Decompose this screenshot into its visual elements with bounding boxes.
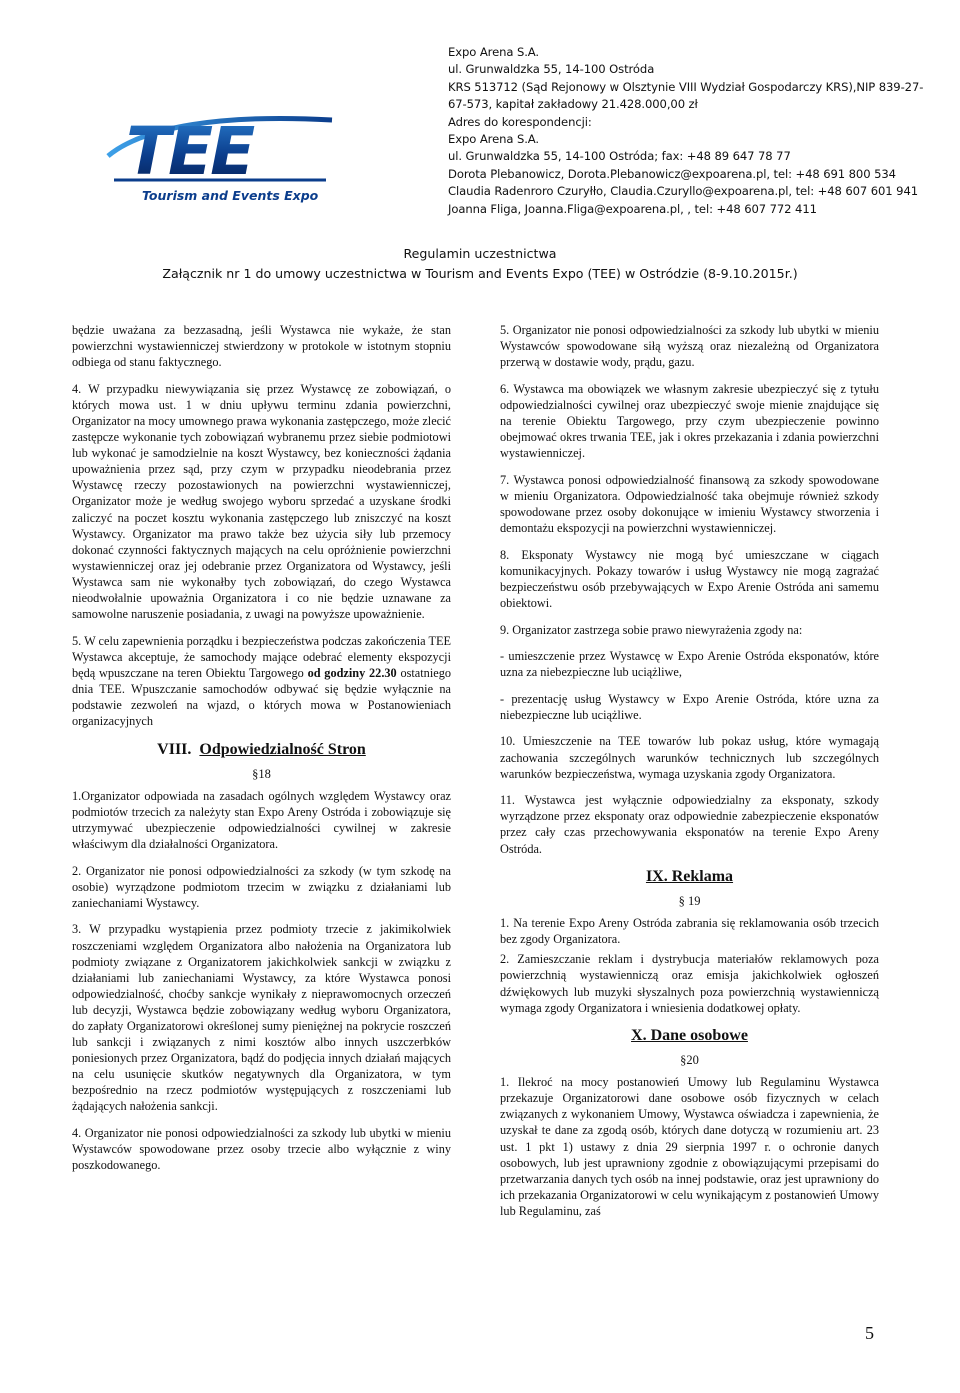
header-line: Joanna Fliga, Joanna.Fliga@expoarena.pl, , tel: +48 607 772 411 <box>448 201 817 216</box>
section-heading <box>500 1026 879 1046</box>
paragraph-number: §20 <box>680 1053 699 1068</box>
paragraph-text: ostatniego dnia TEE. Wpuszczanie samochodów odbywać się będzie wyłącznie na podstawie zezwoleń na wjazd, o których mowa w Postanowieniach organizacyjnych <box>72 665 451 729</box>
header-line: KRS 513712 (Sąd Rejonowy w Olsztynie VIII Wydział Gospodarczy KRS),NIP 839-27- <box>448 79 924 94</box>
paragraph <box>72 633 451 730</box>
logo-main-text: TEE <box>126 113 253 190</box>
paragraph: 2. Organizator nie ponosi odpowiedzialności za szkody (w tym szkodę na osobie) wyrządzone podmiotom trzecim w związku z działaniami lub zaniechaniami Wystawcy. <box>72 863 451 910</box>
bold-time: od godziny 22.30 <box>307 665 397 680</box>
document-title <box>0 244 960 284</box>
header-line: Adres do korespondencji: <box>448 114 592 129</box>
paragraph: 3. W przypadku wystąpienia przez podmioty trzecie z jakimikolwiek roszczeniami względem Organizatora albo nałożenia na Organizatora lub podmioty związane z Organizatorem jakichkolwiek sankcji w związku z działaniami lub zaniechaniami Wystawcy, za które Wystawca ponosi odpowiedzialność, choćby sankcje wynikały z nieprawomocnych orzeczeń lub decyzji, Wystawca będzie zobowiązany według wyboru Organizatora, do zapłaty Organizatorowi określonej sumy pieniężnej na pokrycie roszczeń lub sankcji i związanych z nimi kosztów albo innych uszczerbków poniesionych przez Organizatora, bądź do podjęcia innych działań mających na celu usunięcie skutków negatywnych dla Organizatora, w tym bezpośrednio na rzecz podmiotów występujących z roszczeniami lub żądających nałożenia sankcji. <box>72 922 451 1114</box>
paragraph: 10. Umieszczenie na TEE towarów lub pokaz usług, które wymagają zachowania szczególnych warunków technicznych lub szczególnych warunków bezpieczeństwa, wymaga uzyskania zgody Organizatora. <box>500 734 879 781</box>
section-title: IX. Reklama <box>645 868 734 886</box>
header-line: Expo Arena S.A. <box>448 45 539 59</box>
paragraph: 8. Eksponaty Wystawcy nie mogą być umieszczane w ciągach komunikacyjnych. Pokazy towarów i usług Wystawcy nie mogą zagrażać bezpieczeństwu osób przebywających w Expo Arenie Ostróda ani samemu obiektowi. <box>500 547 879 610</box>
paragraph-text: 5. W celu zapewnienia porządku i bezpieczeństwa podczas zakończenia TEE Wystawca akceptuje, że samochody mające odebrać elementy ekspozycji będą wpuszczane na teren Obiektu Targowego <box>72 633 451 680</box>
paragraph: 11. Wystawca jest wyłącznie odpowiedzialny za eksponaty, szkody wyrządzone przez eksponaty oraz odpowiednie zabezpieczenie eksponatów przez cały czas przechowywania eksponatów na terenie Expo Areny Ostróda. <box>500 793 879 856</box>
header-line: ul. Grunwaldzka 55, 14-100 Ostróda; fax: +48 89 647 78 77 <box>448 149 791 164</box>
logo-subtitle-text: Tourism and Events Expo <box>142 188 319 203</box>
tee-logo-graphic <box>104 96 336 214</box>
title-line-2: Załącznik nr 1 do umowy uczestnictwa w Tourism and Events Expo (TEE) w Ostródzie (8-9.10.2015r.) <box>162 266 798 281</box>
paragraph: 7. Wystawca ponosi odpowiedzialność finansową za szkody spowodowane w mieniu Organizatora. Odpowiedzialność taka obejmuje również szkody spowodowane przez osoby dokonujące w imieniu Wystawcy stworzenia i demontażu ekspozycji na powierzchni wystawienniczej. <box>500 472 879 536</box>
paragraph-number: § 19 <box>678 894 701 909</box>
paragraph: 1. Na terenie Expo Areny Ostróda zabrania się reklamowania osób trzecich bez zgody Organizatora. <box>500 916 879 947</box>
header-line: 67-573, kapitał zakładowy 21.428.000,00 zł <box>448 97 698 112</box>
paragraph: 2. Zamieszczanie reklam i dystrybucja materiałów reklamowych poza powierzchnią wystawienniczą oraz emisja jakichkolwiek ogłoszeń dźwiękowych lub muzyki słyszalnych poza powierzchnią wystawienniczą wymaga zgody Organizatora i wniesienia dodatkowej opłaty. <box>500 952 879 1015</box>
section-heading <box>72 740 451 760</box>
title-line-1: Regulamin uczestnictwa <box>403 246 557 261</box>
header-line: Expo Arena S.A. <box>448 132 539 147</box>
paragraph: 6. Wystawca ma obowiązek we własnym zakresie ubezpieczyć się z tytułu odpowiedzialności cywilnej oraz ubezpieczyć swoje mienie znajdujące się na terenie Obiektu Targowego, przy czym ubezpieczenie powinno obejmować okres trwania TEE, jak i okres przekazania i zdania powierzchni wystawienniczej. <box>500 381 879 461</box>
section-title: Odpowiedzialność Stron <box>199 740 366 758</box>
company-header <box>448 44 930 218</box>
paragraph: 4. Organizator nie ponosi odpowiedzialności za szkody lub ubytki w mieniu Wystawców spowodowane przez osoby trzecie albo wyłącznie z winy poszkodowanego. <box>72 1126 451 1173</box>
right-column <box>500 322 879 1230</box>
paragraph: 4. W przypadku niewywiązania się przez Wystawcę ze zobowiązań, o których mowa ust. 1 w dniu upływu terminu zdania powierzchni, Organizator na mocy umownego prawa wykonania zastępczego, może zlecić zastępcze wykonanie tych zobowiązań wybranemu przez siebie podmiotowi lub wykonać je samodzielnie na koszt Wystawcy, bez konieczności żądania upoważnienia przez sąd, przy czym w przypadku nieodebrania przez Wystawcę rzeczy pozostawionych na powierzchni wystawienniczej, Organizator może je według swojego wyboru sprzedać a uzyskane środki zaliczyć na poczet kosztu wykonania zastępczego lub zniszczyć na koszt Wystawcy. Organizator ma prawo także bez użycia siły lub przemocy dokonać czynności faktycznych mających na celu opróżnienie powierzchni wystawienniczej oraz jej odebranie przez Organizatora od Wystawcy, jeśli Wystawca sam nie wykonałby tych zobowiązań, do czego Wystawca nieodwołalnie upoważnia Organizatora i co nie będzie uznawane za samowolne naruszenie posiadania, z uwagi na powyższe upoważnienie. <box>72 381 451 622</box>
paragraph: 5. Organizator nie ponosi odpowiedzialności za szkody lub ubytki w mieniu Wystawców spowodowane siłą wyższą oraz niezależną od Organizatora przerwą w dostawie wody, prądu, gazu. <box>500 323 879 370</box>
header-line: ul. Grunwaldzka 55, 14-100 Ostróda <box>448 62 655 77</box>
paragraph: - umieszczenie przez Wystawcę w Expo Arenie Ostróda eksponatów, które uzna za niebezpieczne lub uciążliwe, <box>500 649 879 680</box>
paragraph: 1.Organizator odpowiada na zasadach ogólnych względem Wystawcy oraz podmiotów trzecich za należyty stan Expo Areny Ostróda i zobowiązuje się utrzymywać ubezpieczenie odpowiedzialności cywilnej w zakresie właściwym dla działalności Organizatora. <box>72 788 451 852</box>
paragraph: 9. Organizator zastrzega sobie prawo niewyrażenia zgody na: <box>500 622 803 637</box>
paragraph: - prezentację usług Wystawcy w Expo Arenie Ostróda, które uzna za niebezpieczne lub uciążliwe. <box>500 691 879 722</box>
header-line: Dorota Plebanowicz, Dorota.Plebanowicz@expoarena.pl, tel: +48 691 800 534 <box>448 166 896 181</box>
paragraph: 1. Ilekroć na mocy postanowień Umowy lub Regulaminu Wystawca przekazuje Organizatorowi dane osobowe osób fizycznych w celach związanych z wykonaniem Umowy, Wystawca oświadcza i zapewnienia, że uzyskał te dane za zgodą osób, których dane dotyczą w rozumieniu art. 23 ust. 1 pkt 1) ustawy z dnia 29 sierpnia 1997 r. o ochronie danych osobowych, lub jest uprawniony zgodnie z obowiązującymi przepisami do przetwarzania danych tych osób na innej podstawie, oraz jest uprawniony do ich przekazania Organizatorowi w celu wynikającym z postanowień Umowy lub Regulaminu, zaś <box>500 1075 879 1218</box>
header-line: Claudia Radenroro Czuryłło, Claudia.Czuryllo@expoarena.pl, tel: +48 607 601 941 <box>448 184 918 199</box>
section-title: X. Dane osobowe <box>631 1027 748 1045</box>
section-heading <box>500 867 879 887</box>
left-column <box>72 322 451 1184</box>
tee-logo <box>104 96 336 214</box>
section-number: VIII. <box>157 740 192 758</box>
page-number: 5 <box>865 1323 874 1343</box>
paragraph: będzie uważana za bezzasadną, jeśli Wystawca nie wykaże, że stan powierzchni wystawienniczej stwierdzony w protokole w istotnym stopniu odbiega od stanu faktycznego. <box>72 323 451 370</box>
paragraph-number: §18 <box>252 766 271 781</box>
